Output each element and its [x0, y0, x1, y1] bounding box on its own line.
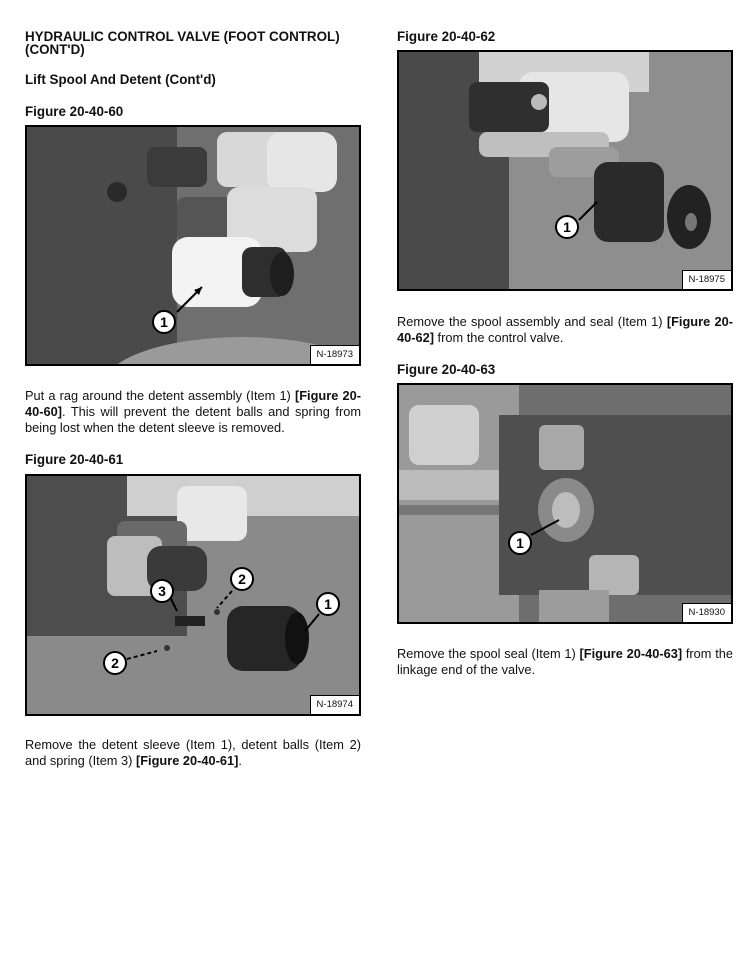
section-title: HYDRAULIC CONTROL VALVE (FOOT CONTROL) (CONT'D) — [25, 29, 340, 57]
svg-text:2: 2 — [238, 571, 246, 587]
figure-label-62: Figure 20-40-62 — [397, 29, 496, 44]
svg-text:2: 2 — [111, 655, 119, 671]
figure-code-60: N-18973 — [310, 345, 359, 364]
figure-photo-62 — [397, 50, 733, 291]
svg-text:1: 1 — [160, 314, 168, 330]
paragraph-61: Remove the detent sleeve (Item 1), detent balls (Item 2) and spring (Item 3) [Figure 20-40-61]. — [25, 737, 361, 768]
subsection-title: Lift Spool And Detent (Cont'd) — [25, 72, 216, 87]
svg-text:1: 1 — [324, 596, 332, 612]
svg-text:1: 1 — [563, 219, 571, 235]
paragraph-62: Remove the spool assembly and seal (Item 1) [Figure 20-40-62] from the control valve. — [397, 314, 733, 345]
figure-photo-61 — [25, 474, 361, 716]
svg-text:3: 3 — [158, 583, 166, 599]
svg-text:1: 1 — [516, 535, 524, 551]
paragraph-63: Remove the spool seal (Item 1) [Figure 20-40-63] from the linkage end of the valve. — [397, 646, 733, 677]
figure-label-63: Figure 20-40-63 — [397, 362, 496, 377]
figure-code-62: N-18975 — [682, 270, 731, 289]
figure-code-63: N-18930 — [682, 603, 731, 622]
figure-photo-60 — [25, 125, 361, 366]
paragraph-60: Put a rag around the detent assembly (Item 1) [Figure 20-40-60]. This will prevent the detent balls and spring from being lost when the detent sleeve is removed. — [25, 388, 361, 435]
figure-photo-63 — [397, 383, 733, 624]
figure-label-61: Figure 20-40-61 — [25, 452, 124, 467]
figure-label-60: Figure 20-40-60 — [25, 104, 124, 119]
figure-code-61: N-18974 — [310, 695, 359, 714]
